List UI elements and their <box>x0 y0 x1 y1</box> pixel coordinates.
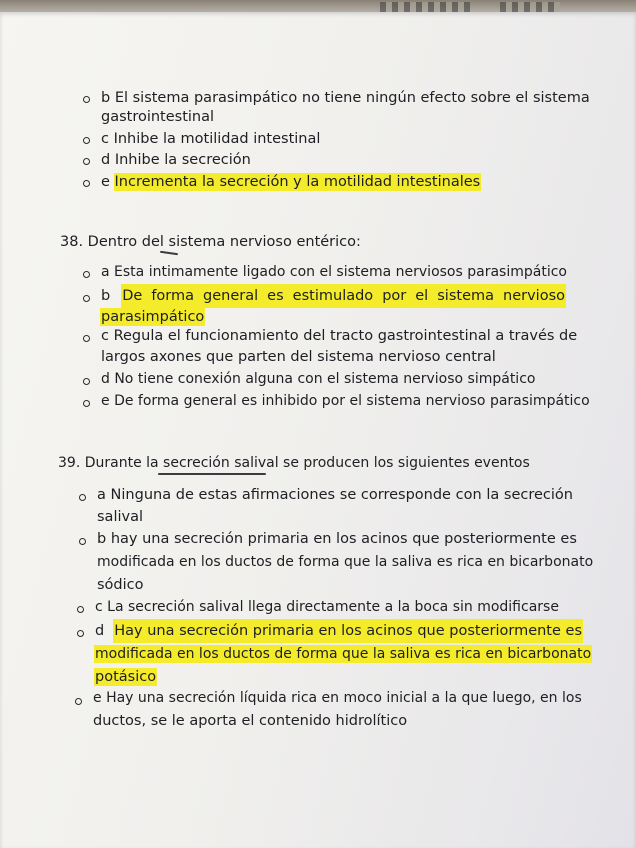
option-39-b-line2: modificada en los ductos de forma que la saliva es rica en bicarbonato <box>97 554 594 570</box>
option-39-d-line2 <box>95 643 591 665</box>
option-letter: b <box>101 288 111 304</box>
highlighted-answer: Hay una secreción primaria en los acinos que posteriormente es <box>114 620 582 642</box>
highlighted-answer: modificada en los ductos de forma que la saliva es rica en bicarbonato <box>95 646 592 662</box>
bullet-icon <box>83 96 90 103</box>
option-38-a: a Esta intimamente ligado con el sistema nerviosos parasimpático <box>101 264 567 280</box>
option-37-d: d Inhibe la secreción <box>101 152 251 168</box>
option-38-e: e De forma general es inhibido por el sistema nervioso parasimpático <box>101 393 590 409</box>
option-39-e-line2: ductos, se le aporta el contenido hidrolítico <box>93 713 408 729</box>
bullet-icon <box>77 630 84 637</box>
bullet-icon <box>83 400 90 407</box>
option-39-b-line3: sódico <box>97 577 144 593</box>
bullet-icon <box>83 295 90 302</box>
option-letter: e <box>101 174 110 190</box>
highlighted-answer: Incrementa la secreción y la motilidad intestinales <box>114 174 481 190</box>
option-39-b-line1: b hay una secreción primaria en los acinos que posteriormente es <box>97 531 577 547</box>
option-39-c: c La secreción salival llega directamente a la boca sin modificarse <box>95 599 559 615</box>
option-37-c: c Inhibe la motilidad intestinal <box>101 131 321 147</box>
highlighted-answer: potásico <box>95 669 157 685</box>
bullet-icon <box>79 538 86 545</box>
option-39-d-line1 <box>95 620 582 642</box>
option-37-b-line1: b El sistema parasimpático no tiene ningún efecto sobre el sistema <box>101 90 590 106</box>
option-37-b-line2: gastrointestinal <box>101 109 215 125</box>
option-39-a-line2: salival <box>97 509 143 525</box>
bullet-icon <box>83 335 90 342</box>
option-38-c-line2: largos axones que parten del sistema nervioso central <box>101 349 496 365</box>
option-39-e-line1: e Hay una secreción líquida rica en moco inicial a la que luego, en los <box>93 690 582 706</box>
bullet-icon <box>83 271 90 278</box>
question-38-title: 38. Dentro del sistema nervioso entérico: <box>60 234 361 250</box>
bullet-icon <box>79 494 86 501</box>
option-39-a-line1: a Ninguna de estas afirmaciones se corresponde con la secreción <box>97 487 573 503</box>
option-38-b-line1 <box>101 285 565 307</box>
background-pattern <box>380 2 470 12</box>
highlighted-answer: parasimpático <box>101 309 205 325</box>
option-letter: d <box>95 623 105 639</box>
highlighted-answer: De forma general es estimulado por el sistema nervioso <box>122 285 565 307</box>
background-pattern <box>500 2 560 12</box>
option-37-e <box>101 171 480 193</box>
option-38-c-line1: c Regula el funcionamiento del tracto gastrointestinal a través de <box>101 328 578 344</box>
option-38-d: d No tiene conexión alguna con el sistema nervioso simpático <box>101 371 536 387</box>
bullet-icon <box>83 378 90 385</box>
option-39-d-line3 <box>95 666 156 688</box>
bullet-icon <box>75 698 82 705</box>
bullet-icon <box>83 158 90 165</box>
question-39-title: 39. Durante la secreción salival se producen los siguientes eventos <box>58 455 530 471</box>
bullet-icon <box>77 606 84 613</box>
bullet-icon <box>83 137 90 144</box>
bullet-icon <box>83 180 90 187</box>
pen-underline <box>158 473 266 475</box>
